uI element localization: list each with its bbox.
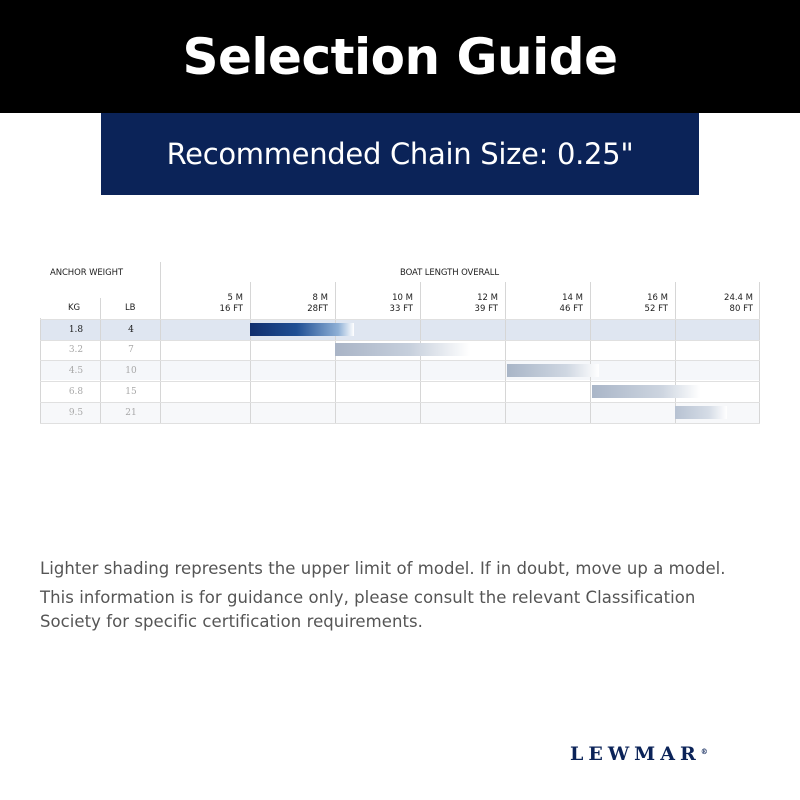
column-label: 16 M 52 FT xyxy=(644,293,668,314)
row-kg: 6.8 xyxy=(68,387,84,397)
row-kg: 1.8 xyxy=(68,325,84,335)
grid-line xyxy=(40,318,41,424)
row-kg: 4.5 xyxy=(68,366,84,376)
range-bar xyxy=(592,385,700,398)
chain-size-label: Recommended Chain Size: 0.25" xyxy=(166,137,634,171)
range-bar xyxy=(675,406,727,419)
row-lb: 4 xyxy=(128,325,134,335)
kg-header: KG xyxy=(68,303,80,313)
column-label: 24.4 M 80 FT xyxy=(724,293,753,314)
shading-note: Lighter shading represents the upper limit of model. If in doubt, move up a model. xyxy=(40,559,726,578)
column-label: 8 M 28FT xyxy=(307,293,328,314)
range-bar xyxy=(335,343,470,356)
row-lb: 7 xyxy=(128,345,134,355)
grid-line xyxy=(40,423,760,424)
guidance-note: This information is for guidance only, please consult the relevant Classification Society for specific certification requirements. xyxy=(40,588,696,631)
boat-length-header: BOAT LENGTH OVERALL xyxy=(400,268,499,278)
selection-table xyxy=(40,262,760,424)
title-banner xyxy=(0,0,800,113)
grid-line xyxy=(160,262,161,424)
column-label: 5 M 16 FT xyxy=(219,293,243,314)
row-kg: 9.5 xyxy=(68,408,84,418)
lb-header: LB xyxy=(125,303,136,313)
column-label: 12 M 39 FT xyxy=(474,293,498,314)
column-label: 14 M 46 FT xyxy=(559,293,583,314)
row-lb: 10 xyxy=(125,366,137,376)
chain-size-banner xyxy=(101,113,699,195)
row-lb: 15 xyxy=(125,387,137,397)
row-kg: 3.2 xyxy=(68,345,84,355)
grid-line xyxy=(100,298,101,424)
row-lb: 21 xyxy=(125,408,137,418)
lewmar-logo: LEWMAR® xyxy=(570,743,708,765)
range-bar xyxy=(507,364,599,377)
page-title: Selection Guide xyxy=(182,28,618,86)
range-bar xyxy=(250,323,354,336)
column-label: 10 M 33 FT xyxy=(389,293,413,314)
anchor-weight-header: ANCHOR WEIGHT xyxy=(50,268,123,278)
